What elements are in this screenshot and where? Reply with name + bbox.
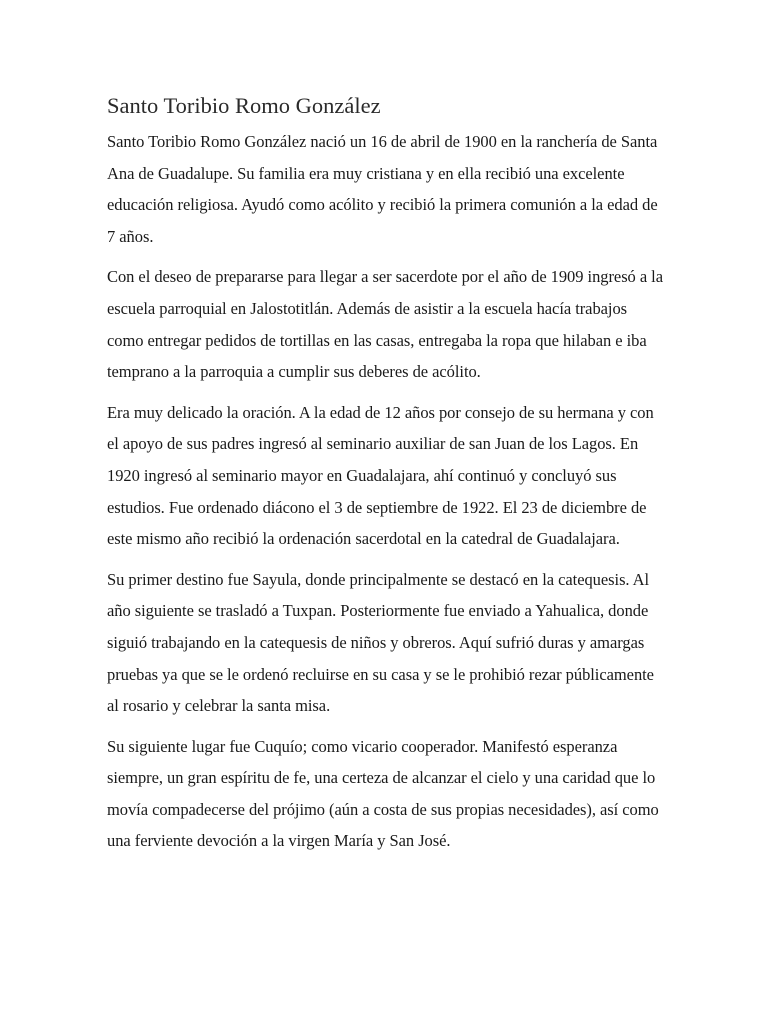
paragraph-3: Era muy delicado la oración. A la edad de 12 años por consejo de su hermana y con el apoyo de sus padres ingresó al seminario auxiliar de san Juan de los Lagos. En 1920 ingresó al seminario mayor en Guadalajara, ahí continuó y concluyó sus estudios. Fue ordenado diácono el 3 de septiembre de 1922. El 23 de diciembre de este mismo año recibió la ordenación sacerdotal en la catedral de Guadalajara. — [107, 402, 654, 549]
paragraph-4: Su primer destino fue Sayula, donde principalmente se destacó en la catequesis. Al año siguiente se trasladó a Tuxpan. Posteriormente fue enviado a Yahualica, donde siguió trabajando en la catequesis de niños y obreros. Aquí sufrió duras y amargas pruebas ya que se le ordenó recluirse en su casa y se le prohibió rezar públicamente al rosario y celebrar la santa misa. — [107, 569, 654, 716]
document-title: Santo Toribio Romo González — [107, 93, 381, 118]
paragraph-2: Con el deseo de prepararse para llegar a ser sacerdote por el año de 1909 ingresó a la escuela parroquial en Jalostotitlán. Además de asistir a la escuela hacía trabajos como entregar pedidos de tortillas en las casas, entregaba la ropa que hilaban e iba temprano a la parroquia a cumplir sus deberes de acólito. — [107, 267, 663, 382]
paragraph-5: Su siguiente lugar fue Cuquío; como vicario cooperador. Manifestó esperanza siempre, un gran espíritu de fe, una certeza de alcanzar el cielo y una caridad que lo movía compadecerse del prójimo (aún a costa de sus propias necesidades), así como una ferviente devoción a la virgen María y San José. — [107, 736, 659, 851]
paragraph-1: Santo Toribio Romo González nació un 16 de abril de 1900 en la ranchería de Santa Ana de Guadalupe. Su familia era muy cristiana y en ella recibió una excelente educación religiosa. Ayudó como acólito y recibió la primera comunión a la edad de 7 años. — [107, 132, 658, 246]
document-page — [107, 88, 663, 866]
